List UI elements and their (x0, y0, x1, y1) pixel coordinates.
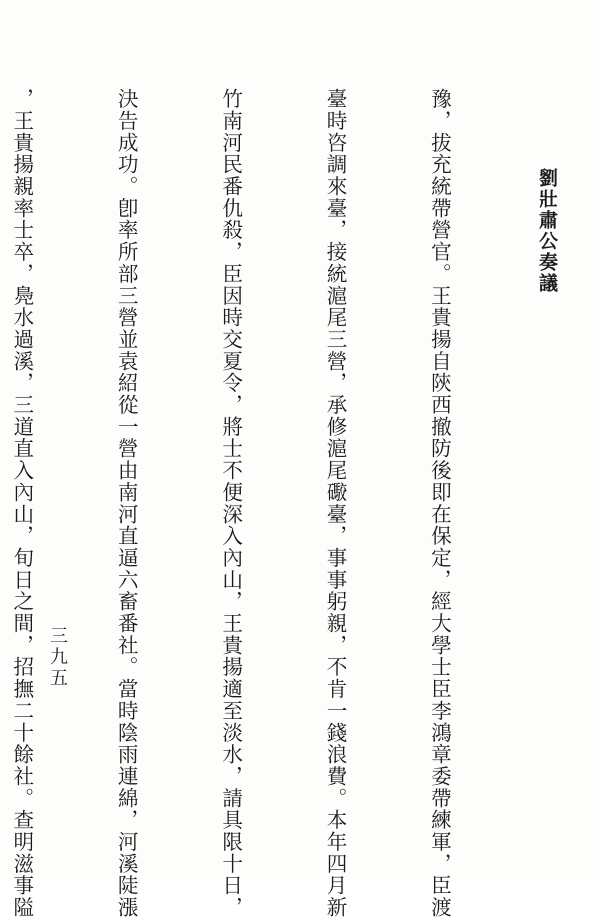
text-column-2: 臺時咨調來臺，接統滬尾三營，承修滬尾礮臺，事事躬親，不肯一錢浪費。本年四月新 (323, 88, 348, 918)
text-column-3: 竹南河民番仇殺，臣因時交夏令，將士不便深入內山，王貴揚適至淡水，請具限十日， (218, 88, 243, 918)
text-column-5: ，王貴揚親率士卒，鳧水過溪，三道直入內山，旬日之間，招撫二十餘社。查明滋事隘 (9, 88, 34, 918)
running-title: 劉壯肅公奏議 (536, 168, 558, 294)
text-column-4: 決告成功。卽率所部三營並袁紹從一營由南河直逼六畜番社。當時陰雨連綿，河溪陡漲 (114, 88, 139, 918)
page-number: 三九五 (47, 626, 68, 689)
text-column-1: 豫，拔充統帶營官。王貴揚自陝西撤防後即在保定，經大學士臣李鴻章委帶練軍，臣渡 (427, 88, 452, 918)
